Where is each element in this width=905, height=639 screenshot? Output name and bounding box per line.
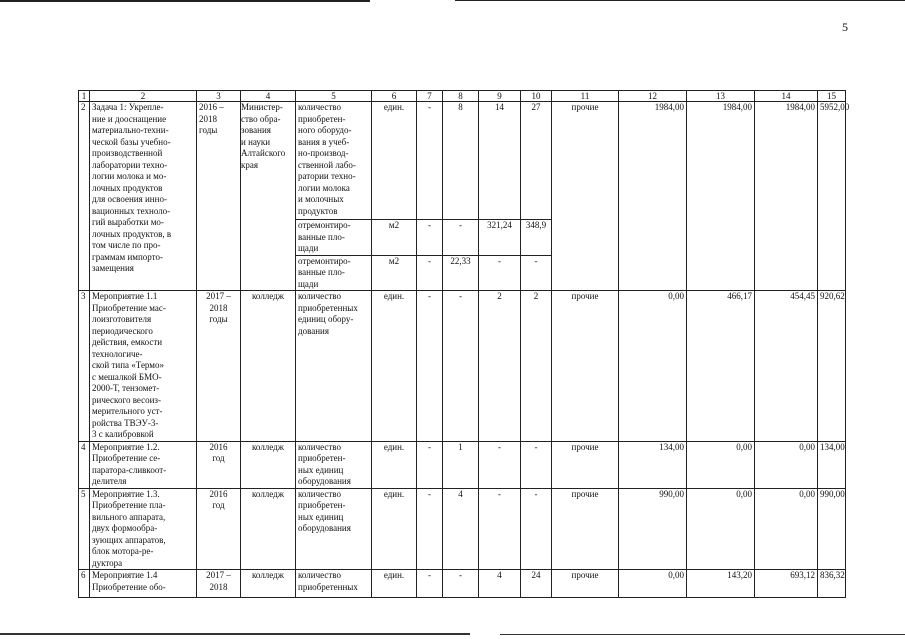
row-number: 5 — [79, 488, 90, 570]
value-col9: 14 — [479, 102, 521, 220]
value-col8: 4 — [443, 488, 479, 570]
row-number: 2 — [79, 102, 90, 291]
funding-source: прочие — [552, 291, 619, 442]
value-col8: 1 — [443, 441, 479, 488]
header-cell: 13 — [687, 91, 755, 102]
value-col13: 466,17 — [687, 291, 755, 442]
value-col7: - — [417, 255, 443, 291]
header-cell: 10 — [521, 91, 552, 102]
value-col8: 22,33 — [443, 255, 479, 291]
value-col14: 454,45 — [755, 291, 818, 442]
executor: колледж — [241, 441, 296, 488]
table-row — [79, 570, 846, 598]
value-col13: 143,20 — [687, 570, 755, 598]
header-cell: 3 — [197, 91, 241, 102]
top-scan-line — [0, 0, 370, 2]
value-col7: - — [417, 291, 443, 442]
table-row — [79, 102, 846, 220]
indicator-name: количество приобретенных — [296, 570, 372, 598]
unit: един. — [372, 441, 417, 488]
header-cell: 6 — [372, 91, 417, 102]
value-col13: 1984,00 — [687, 102, 755, 291]
value-col12: 0,00 — [619, 291, 687, 442]
header-cell: 8 — [443, 91, 479, 102]
header-cell: 7 — [417, 91, 443, 102]
header-cell: 9 — [479, 91, 521, 102]
task-name: Мероприятие 1.3. Приобретение пла- вильного аппарата, двух формообра- зующих аппаратов, блок мотора-ре- дуктора — [90, 488, 197, 570]
value-col9: 4 — [479, 570, 521, 598]
value-col14: 0,00 — [755, 488, 818, 570]
value-col10: 2 — [521, 291, 552, 442]
value-col10: 348,9 — [521, 220, 552, 256]
value-col9: 321,24 — [479, 220, 521, 256]
task-name: Мероприятие 1.2. Приобретение се- паратора-сливкоот- делителя — [90, 441, 197, 488]
value-col12: 0,00 — [619, 570, 687, 598]
value-col7: - — [417, 220, 443, 256]
bottom-scan-line — [0, 633, 470, 635]
unit: един. — [372, 291, 417, 442]
value-col9: - — [479, 441, 521, 488]
funding-source: прочие — [552, 488, 619, 570]
value-col13: 0,00 — [687, 488, 755, 570]
value-col15: 836,32 — [818, 570, 846, 598]
header-cell: 5 — [296, 91, 372, 102]
row-number: 3 — [79, 291, 90, 442]
bottom-scan-line — [500, 634, 905, 635]
header-cell: 2 — [90, 91, 197, 102]
task-name: Мероприятие 1.1 Приобретение мас- лоизготовителя периодического действия, емкости технологиче- ской типа «Термо» с мешалкой БМО- 2000-Т, тензомет- рического весоиз- мерительного уст- ройства ТВЭУ-3- 3 с калибровкой — [90, 291, 197, 442]
value-col8: - — [443, 291, 479, 442]
header-cell: 12 — [619, 91, 687, 102]
value-col7: - — [417, 570, 443, 598]
value-col15: 5952,00 — [818, 102, 846, 291]
page-number: 5 — [842, 20, 848, 34]
indicator-name: отремонтиро- ванные пло- щади — [296, 220, 372, 256]
value-col15: 134,00 — [818, 441, 846, 488]
period: 2017 – 2018 — [197, 570, 241, 598]
value-col8: - — [443, 220, 479, 256]
value-col10: - — [521, 441, 552, 488]
row-number: 6 — [79, 570, 90, 598]
value-col7: - — [417, 102, 443, 220]
value-col12: 134,00 — [619, 441, 687, 488]
value-col13: 0,00 — [687, 441, 755, 488]
value-col7: - — [417, 488, 443, 570]
value-col7: - — [417, 441, 443, 488]
value-col15: 920,62 — [818, 291, 846, 442]
unit: един. — [372, 488, 417, 570]
task-name: Мероприятие 1.4 Приобретение обо- — [90, 570, 197, 598]
period: 2016 год — [197, 488, 241, 570]
executor: Министер- ство обра- зования и науки Алтайского края — [241, 102, 296, 291]
indicator-name: количество приобретен- ных единиц оборудования — [296, 441, 372, 488]
unit: един. — [372, 102, 417, 220]
indicator-name: количество приобретенных единиц обору- дования — [296, 291, 372, 442]
header-cell: 15 — [818, 91, 846, 102]
value-col10: 24 — [521, 570, 552, 598]
value-col14: 1984,00 — [755, 102, 818, 291]
indicator-name: количество приобретен- ных единиц оборудования — [296, 488, 372, 570]
value-col9: 2 — [479, 291, 521, 442]
header-cell: 14 — [755, 91, 818, 102]
unit: м2 — [372, 255, 417, 291]
period: 2016 год — [197, 441, 241, 488]
unit: един. — [372, 570, 417, 598]
value-col9: - — [479, 488, 521, 570]
value-col10: 27 — [521, 102, 552, 220]
indicator-name: количество приобретен- ного оборудо- вания в учеб- но-производ- ственной лабо- ратории техно- логии молока и молочных продуктов — [296, 102, 372, 220]
value-col14: 693,12 — [755, 570, 818, 598]
value-col12: 1984,00 — [619, 102, 687, 291]
value-col10: - — [521, 255, 552, 291]
header-cell: 1 — [79, 91, 90, 102]
task-name: Задача 1: Укрепле- ние и дооснащение материально-техни- ческой базы учебно- производственной лаборатории техно- логии молока и мо- лочных продуктов для освоения инно- вационных техноло- гий выработки мо- лочных продуктов, в том числе по про- граммам импорто- замещения — [90, 102, 197, 291]
table-row — [79, 488, 846, 570]
row-number: 4 — [79, 441, 90, 488]
value-col8: 8 — [443, 102, 479, 220]
table-row — [79, 441, 846, 488]
indicator-name: отремонтиро- ванные пло- щади — [296, 255, 372, 291]
header-cell: 11 — [552, 91, 619, 102]
header-row — [79, 91, 846, 102]
funding-source: прочие — [552, 102, 619, 291]
top-scan-line — [455, 0, 905, 1]
period: 2016 – 2018 годы — [197, 102, 241, 291]
program-table — [78, 90, 850, 598]
value-col15: 990,00 — [818, 488, 846, 570]
header-cell: 4 — [241, 91, 296, 102]
value-col9: - — [479, 255, 521, 291]
executor: колледж — [241, 291, 296, 442]
executor: колледж — [241, 488, 296, 570]
value-col8: - — [443, 570, 479, 598]
funding-source: прочие — [552, 570, 619, 598]
executor: колледж — [241, 570, 296, 598]
unit: м2 — [372, 220, 417, 256]
funding-source: прочие — [552, 441, 619, 488]
value-col10: - — [521, 488, 552, 570]
value-col12: 990,00 — [619, 488, 687, 570]
period: 2017 – 2018 годы — [197, 291, 241, 442]
table-row — [79, 291, 846, 442]
value-col14: 0,00 — [755, 441, 818, 488]
